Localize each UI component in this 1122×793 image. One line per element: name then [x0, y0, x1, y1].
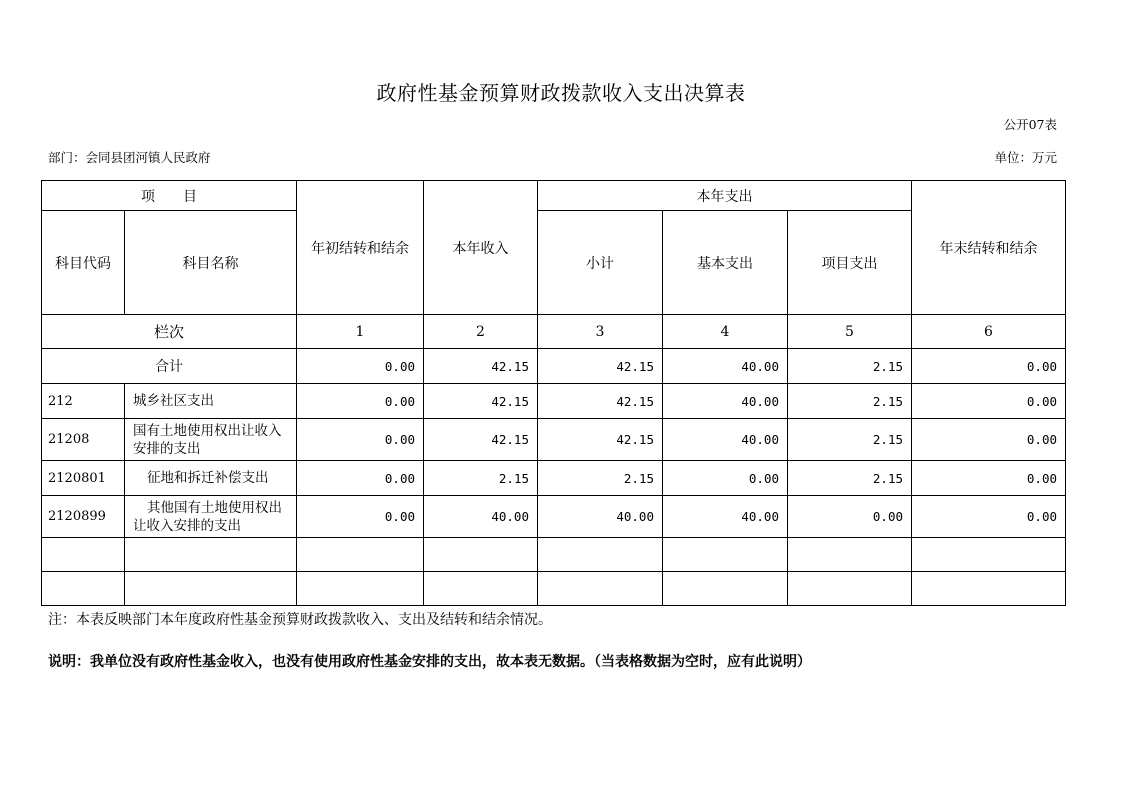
subject-code: 2120899: [42, 496, 125, 538]
subject-name-text: 国有土地使用权出让收入安排的支出: [133, 422, 282, 457]
empty-row: [42, 538, 1066, 572]
table-note: 注：本表反映部门本年度政府性基金预算财政拨款收入、支出及结转和结余情况。: [48, 612, 552, 628]
value-cell: 2.15: [788, 461, 912, 496]
explanation-text: 说明：我单位没有政府性基金收入，也没有使用政府性基金安排的支出，故本表无数据。（当表格数据为空时，应有此说明）: [48, 654, 811, 670]
column-index-label: 栏次: [42, 315, 297, 349]
value-cell: 40.00: [663, 419, 788, 461]
value-cell: 0.00: [912, 419, 1066, 461]
column-index-row: [42, 315, 1066, 349]
value-cell: 2.15: [538, 461, 663, 496]
table-row: [42, 384, 1066, 419]
value-cell: 0.00: [297, 384, 424, 419]
header-subtotal: 小计: [538, 211, 663, 315]
header-opening: 年初结转和结余: [297, 181, 424, 315]
header-closing: 年末结转和结余: [912, 181, 1066, 315]
column-index-cell: 1: [297, 315, 424, 349]
total-cell: 2.15: [788, 349, 912, 384]
subject-code: 212: [42, 384, 125, 419]
value-cell: 40.00: [663, 384, 788, 419]
header-project: 项目支出: [788, 211, 912, 315]
value-cell: 2.15: [788, 384, 912, 419]
budget-table: [41, 180, 1066, 606]
header-basic: 基本支出: [663, 211, 788, 315]
column-index-cell: 3: [538, 315, 663, 349]
value-cell: 0.00: [663, 461, 788, 496]
total-label: 合计: [42, 349, 297, 384]
value-cell: 0.00: [297, 461, 424, 496]
subject-code: 21208: [42, 419, 125, 461]
value-cell: 0.00: [297, 496, 424, 538]
column-index-cell: 5: [788, 315, 912, 349]
total-cell: 40.00: [663, 349, 788, 384]
report-title: 政府性基金预算财政拨款收入支出决算表: [376, 81, 746, 105]
value-cell: 0.00: [297, 419, 424, 461]
total-row: [42, 349, 1066, 384]
total-cell: 0.00: [912, 349, 1066, 384]
header-name: 科目名称: [125, 211, 297, 315]
value-cell: 0.00: [788, 496, 912, 538]
value-cell: 2.15: [788, 419, 912, 461]
total-cell: 42.15: [538, 349, 663, 384]
header-code: 科目代码: [42, 211, 125, 315]
total-cell: 42.15: [424, 349, 538, 384]
value-cell: 42.15: [538, 419, 663, 461]
table-row: [42, 496, 1066, 538]
value-cell: 40.00: [424, 496, 538, 538]
value-cell: 40.00: [538, 496, 663, 538]
subject-name: [125, 419, 297, 461]
value-cell: 0.00: [912, 461, 1066, 496]
department-label: 部门：会同县团河镇人民政府: [48, 150, 211, 165]
value-cell: 42.15: [538, 384, 663, 419]
value-cell: 42.15: [424, 419, 538, 461]
unit-label: 单位：万元: [994, 150, 1057, 165]
form-number: 公开07表: [1003, 117, 1057, 132]
value-cell: 42.15: [424, 384, 538, 419]
header-item: 项 目: [42, 181, 297, 211]
subject-name: 征地和拆迁补偿支出: [125, 461, 297, 496]
value-cell: 2.15: [424, 461, 538, 496]
table-row: [42, 461, 1066, 496]
column-index-cell: 4: [663, 315, 788, 349]
column-index-cell: 6: [912, 315, 1066, 349]
header-income: 本年收入: [424, 181, 538, 315]
table-row: [42, 419, 1066, 461]
value-cell: 40.00: [663, 496, 788, 538]
total-cell: 0.00: [297, 349, 424, 384]
empty-row: [42, 572, 1066, 606]
header-expense: 本年支出: [538, 181, 912, 211]
value-cell: 0.00: [912, 496, 1066, 538]
column-index-cell: 2: [424, 315, 538, 349]
value-cell: 0.00: [912, 384, 1066, 419]
subject-name: [125, 496, 297, 538]
subject-name-text: 其他国有土地使用权出让收入安排的支出: [133, 499, 282, 534]
subject-name: 城乡社区支出: [125, 384, 297, 419]
subject-code: 2120801: [42, 461, 125, 496]
